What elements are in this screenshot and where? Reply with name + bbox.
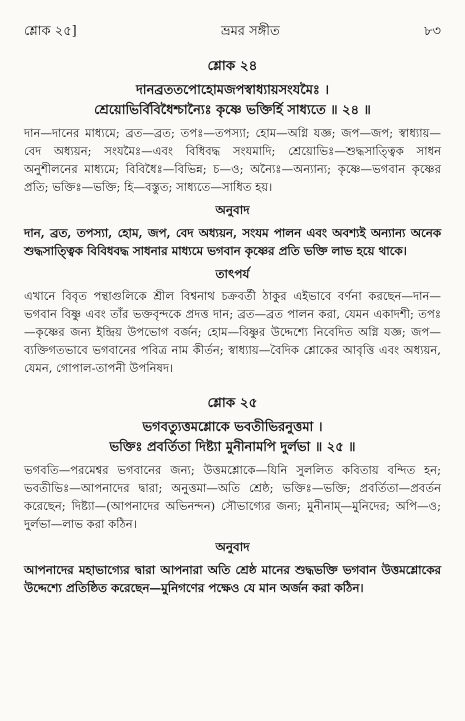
verse-25-translation-label: অনুবাদ bbox=[215, 539, 250, 554]
verse-24-line-1: দানব্রততপোহোমজপস্বাধ্যায়সংযমৈঃ । bbox=[135, 83, 330, 98]
verse-25-line-2: ভক্তিঃ প্রবর্তিতা দিষ্ট্যা মুনীনামপি দুর্লভা ॥ ২৫ ॥ bbox=[109, 439, 356, 455]
verse-25-heading: শ্লোক ২৫ bbox=[207, 394, 258, 411]
verse-24-translation: দান, ব্রত, তপস্যা, হোম, জপ, বেদ অধ্যয়ন, সংযম পালন এবং অবশ্যই অন্যান্য অনেক শুদ্ধসাত্ত্বিক বিবিধবদ্ধ সাধনার মাধ্যমে ভগবান কৃষ্ণের প্রতি ভক্তি লাভ হয়ে থাকে। bbox=[24, 226, 441, 259]
verse-24-heading: শ্লোক ২৪ bbox=[207, 58, 258, 74]
verse-25-translation: আপনাদের মহাভাগ্যের দ্বারা আপনারা অতি শ্রেষ্ঠ মানের শুদ্ধভক্তি ভগবান উত্তমশ্লোকের উদ্দেশ্যে প্রতিষ্ঠিত করেছেন—মুনিগণের পক্ষেও যে মান অর্জন করা কঠিন। bbox=[24, 562, 441, 595]
verse-25-synonyms: ভগবতি—পরমেশ্বর ভগবানের জন্য; উত্তমশ্লোকে—যিনি সুললিত কবিতায় বন্দিত হন; ভবতীভিঃ—আপনাদের দ্বারা; অনুত্তমা—অতি শ্রেষ্ঠ; ভক্তিঃ—ভক্তি; প্রবর্তিতা—প্রবর্তন করেছেন; দিষ্ট্যা—(আপনাদের অভিনন্দন) সৌভাগ্যের জন্য; মুনীনাম্—মুনিদের; অপি—ও; দুর্লভা—লাভ করা কঠিন। bbox=[24, 462, 441, 531]
verse-25-line-1: ভগবত্যুত্তমশ্লোকে ভবতীভিরনুত্তমা । bbox=[142, 419, 323, 435]
header-title: ভ্রমর সঙ্গীত bbox=[221, 24, 280, 39]
page-header bbox=[24, 22, 441, 43]
verse-24-synonyms: দান—দানের মাধ্যমে; ব্রত—ব্রত; তপঃ—তপস্যা; হোম—অগ্নি যজ্ঞ; জপ—জপ; স্বাধ্যায়—বেদ অধ্যয়ন; সংযমৈঃ—এবং বিধিবদ্ধ সংযমাদি; শ্রেয়োভিঃ—শুদ্ধসাত্ত্বিক সাধন অনুশীলনের মাধ্যমে; বিবিধৈঃ—বিভিন্ন; চ—ও; অন্যৈঃ—অন্যান্য; কৃষ্ণে—ভগবান কৃষ্ণের প্রতি; ভক্তিঃ—ভক্তি; হি—বস্তুত; সাধ্যতে—সাধিত হয়। bbox=[24, 126, 441, 195]
verse-24-translation-label: অনুবাদ bbox=[215, 203, 250, 218]
verse-24-purport: এখানে বিবৃত পন্থাগুলিকে শ্রীল বিশ্বনাথ চক্রবর্তী ঠাকুর এইভাবে বর্ণনা করছেন—দান—ভগবান বিষ্ণু এবং তাঁর ভক্তবৃন্দকে প্রদত্ত দান; ব্রত—ব্রত পালন করা, যেমন একাদশী; তপঃ—কৃষ্ণের জন্য ইন্দ্রিয় উপভোগ বর্জন; হোম—বিষ্ণুর উদ্দেশ্যে নিবেদিত অগ্নি যজ্ঞ; জপ—ব্যক্তিগতভাবে ভগবানের পবিত্র নাম কীর্তন; স্বাধ্যায়—বৈদিক শ্লোকের আবৃত্তি এবং অধ্যয়ন, যেমন, গোপাল-তাপনী উপনিষদ। bbox=[24, 288, 441, 375]
verse-24-purport-label: তাৎপর্য bbox=[215, 266, 250, 281]
verse-24-line-2: শ্রেয়োভির্বিবিধৈশ্চান্যৈঃ কৃষ্ণে ভক্তির্হি সাধ্যতে ॥ ২৪ ॥ bbox=[94, 103, 371, 119]
page-number: ৮৩ bbox=[424, 24, 441, 39]
header-left: শ্লোক ২৫] bbox=[24, 24, 77, 39]
